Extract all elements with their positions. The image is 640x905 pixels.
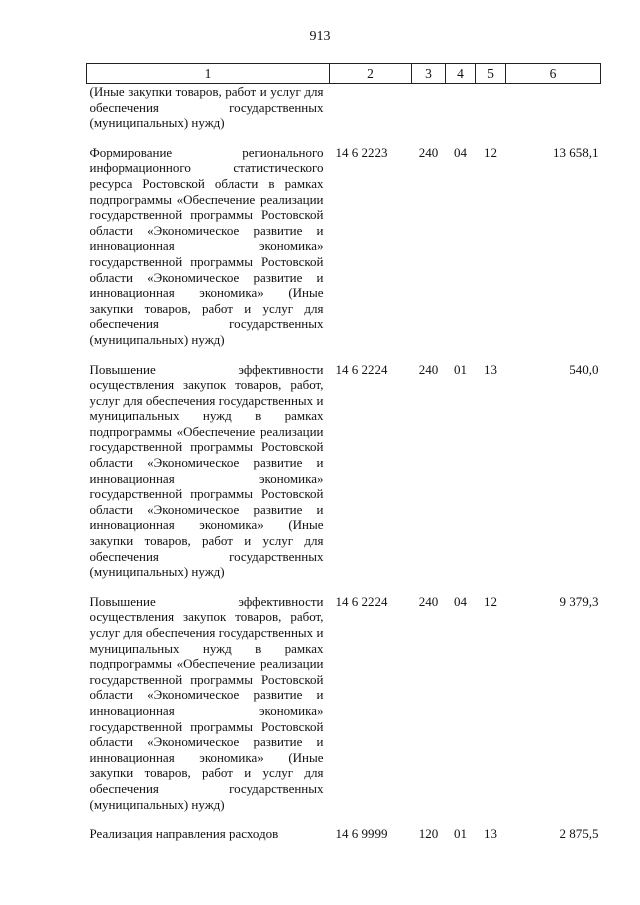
column-header-1: 1	[87, 64, 330, 84]
column-header-6: 6	[506, 64, 601, 84]
row-description: Повышение эффективности осуществления закупок товаров, работ, услуг для обеспечения государственных и муниципальных нужд в рамках подпрограммы «Обеспечение реализации государственной программы Ростовской области «Экономическое развитие и инновационная экономика» государственной программы Ростовской области «Экономическое развитие и инновационная экономика» (Иные закупки товаров, работ и услуг для обеспечения государственных (муниципальных) нужд)	[89, 593, 324, 812]
row-description: Реализация направления расходов	[89, 826, 279, 842]
row-col3: 120	[418, 826, 439, 842]
row-code: 14 6 2223	[335, 144, 388, 160]
row-description: Формирование регионального информационного статистического ресурса Ростовской области в рамках подпрограммы «Обеспечение реализации государственной программы Ростовской области «Экономическое развитие и инновационная экономика» государственной программы Ростовской области «Экономическое развитие и инновационная экономика» (Иные закупки товаров, работ и услуг для обеспечения государственных (муниципальных) нужд)	[89, 144, 324, 347]
row-col4: 04	[454, 144, 467, 160]
row-amount: 540,0	[569, 361, 599, 377]
column-header-5: 5	[476, 64, 506, 84]
row-col3: 240	[418, 361, 439, 377]
table-row	[87, 580, 601, 812]
row-col4: 04	[454, 593, 467, 609]
table-row	[87, 131, 601, 348]
row-col5: 12	[484, 144, 497, 160]
row-description: (Иные закупки товаров, работ и услуг для обеспечения государственных (муниципальных) нужд)	[89, 84, 324, 131]
row-amount: 2 875,5	[559, 826, 599, 842]
row-col3: 240	[418, 144, 439, 160]
row-col5: 12	[484, 593, 497, 609]
row-amount: 13 658,1	[553, 144, 599, 160]
header-row	[87, 64, 601, 84]
table-row	[87, 84, 601, 131]
page-number: 913	[309, 29, 331, 44]
row-code: 14 6 2224	[335, 361, 388, 377]
row-amount	[506, 84, 601, 131]
column-header-4: 4	[446, 64, 476, 84]
row-col4: 01	[454, 826, 467, 842]
table-row	[87, 348, 601, 580]
row-amount: 9 379,3	[559, 593, 599, 609]
row-col5: 13	[484, 361, 497, 377]
row-code: 14 6 9999	[335, 826, 388, 842]
row-col4: 01	[454, 361, 467, 377]
row-col3	[412, 84, 446, 131]
budget-table	[86, 63, 601, 842]
row-col3: 240	[418, 593, 439, 609]
table-row	[87, 812, 601, 842]
row-col5: 13	[484, 826, 497, 842]
row-col5	[476, 84, 506, 131]
row-col4	[446, 84, 476, 131]
column-header-2: 2	[330, 64, 412, 84]
column-header-3: 3	[412, 64, 446, 84]
row-code	[330, 84, 412, 131]
row-description: Повышение эффективности осуществления закупок товаров, работ, услуг для обеспечения государственных и муниципальных нужд в рамках подпрограммы «Обеспечение реализации государственной программы Ростовской области «Экономическое развитие и инновационная экономика» государственной программы Ростовской области «Экономическое развитие и инновационная экономика» (Иные закупки товаров, работ и услуг для обеспечения государственных (муниципальных) нужд)	[89, 361, 324, 580]
row-code: 14 6 2224	[335, 593, 388, 609]
